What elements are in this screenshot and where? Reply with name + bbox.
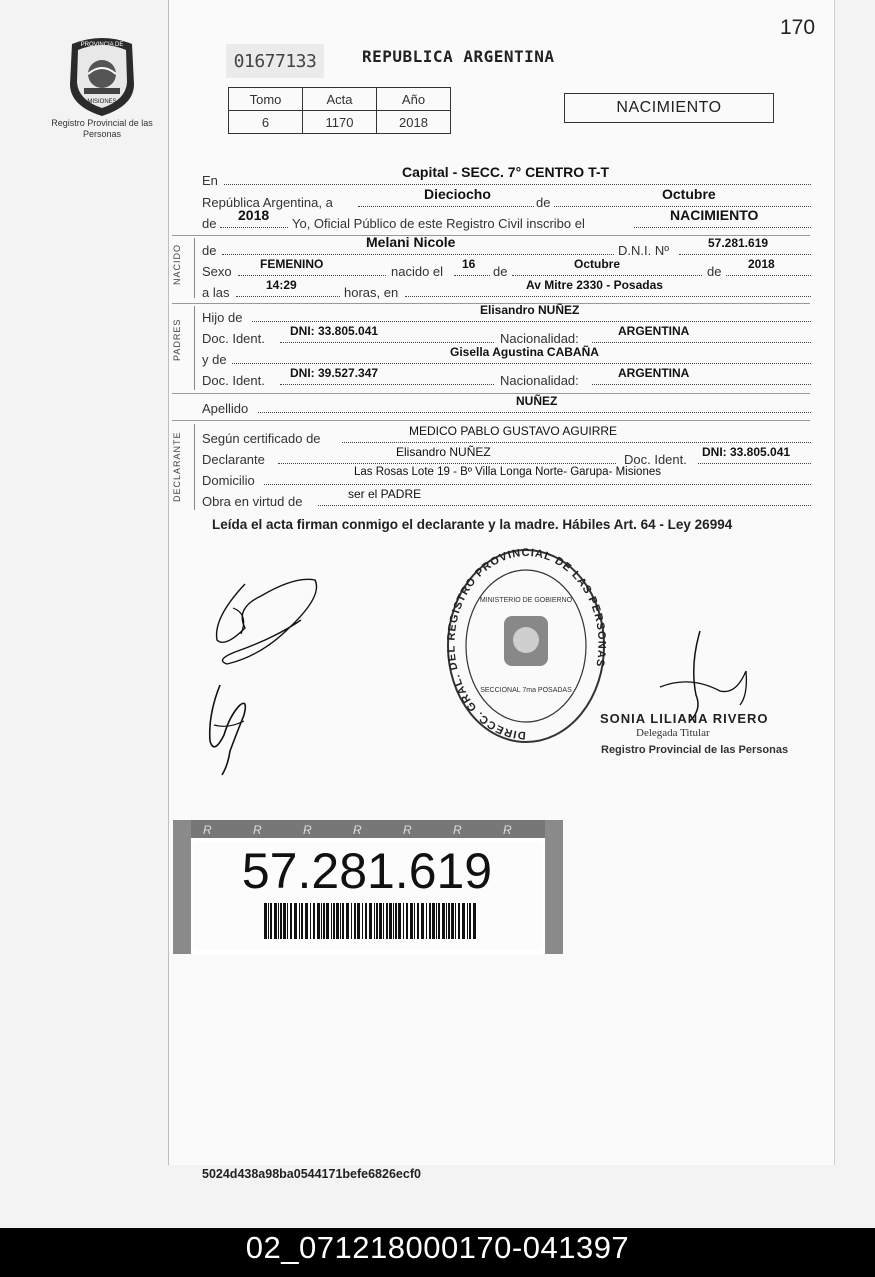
barcode-bar [436, 903, 437, 939]
svg-text:R: R [353, 823, 362, 837]
mother-doc-value: DNI: 39.527.347 [290, 366, 379, 380]
signature-declarant [205, 568, 323, 672]
barcode-bar [301, 903, 303, 939]
sex-value: FEMENINO [260, 257, 324, 271]
row-address [202, 466, 811, 490]
barcode-bar [417, 903, 419, 939]
declarant-doc-value: DNI: 33.805.041 [702, 445, 791, 459]
father-name-value: Elisandro NUÑEZ [480, 303, 580, 317]
barcode-bar [333, 903, 335, 939]
obra-label: Obra en virtud de [202, 494, 303, 509]
apellido-label: Apellido [202, 401, 249, 416]
barcode-bar [336, 903, 339, 939]
book-header-tomo: Tomo [229, 88, 303, 111]
barcode-bar [317, 903, 320, 939]
provincial-coat-of-arms-icon [64, 34, 140, 118]
birth-month-value: Octubre [574, 257, 621, 271]
barcode-bar [432, 903, 435, 939]
barcode-bar [410, 903, 413, 939]
barcode-bar [383, 903, 384, 939]
barcode-bar [287, 903, 288, 939]
barcode-bar [429, 903, 431, 939]
barcode-bar [469, 903, 471, 939]
father-nationality-value: ARGENTINA [618, 324, 690, 338]
birth-day-value: 16 [462, 257, 476, 271]
barcode-bar [299, 903, 300, 939]
barcode-bar [264, 903, 267, 939]
father-doc-value: DNI: 33.805.041 [290, 324, 379, 338]
row-inscription [202, 207, 811, 233]
svg-text:R: R [303, 823, 312, 837]
hijo-label: Hijo de [202, 310, 243, 325]
de-label: de [536, 195, 551, 210]
birth-year-value: 2018 [748, 257, 775, 271]
svg-text:R: R [453, 823, 462, 837]
barcode-bar [331, 903, 332, 939]
barcode-icon [264, 903, 476, 939]
nacionalidad-label: Nacionalidad: [500, 331, 579, 346]
barcode-bar [274, 903, 277, 939]
book-reference-table [228, 87, 451, 134]
barcode-bar [357, 903, 360, 939]
book-header-acta: Acta [303, 88, 377, 111]
barcode-bar [462, 903, 465, 939]
book-header-anio: Año [377, 88, 451, 111]
de-label-3: de [493, 264, 508, 279]
barcode-bar [321, 903, 322, 939]
country-title: REPUBLICA ARGENTINA [362, 47, 555, 66]
row-surname [202, 394, 811, 418]
registry-label: Registro Provincial de las Personas [51, 118, 153, 139]
dni-label: D.N.I. Nº [618, 243, 669, 258]
barcode-bar [369, 903, 372, 939]
barcode-bar [455, 903, 456, 939]
child-dni-value: 57.281.619 [708, 236, 769, 250]
barcode-bar [395, 903, 397, 939]
official-seal [444, 544, 608, 748]
barcode-bar [386, 903, 388, 939]
logo-text-bottom: MISIONES [87, 99, 117, 105]
signature-officer [650, 625, 760, 725]
barcode-bar [473, 903, 476, 939]
certificado-label: Según certificado de [202, 431, 321, 446]
barcode-bar [426, 903, 427, 939]
horas-label: horas, en [344, 285, 399, 300]
logo-text-top: PROVINCIA DE [80, 42, 124, 48]
barcode-bar [438, 903, 440, 939]
book-value-acta: 1170 [303, 111, 377, 134]
barcode-bar [393, 903, 394, 939]
barcode-bar [403, 903, 404, 939]
barcode-bar [280, 903, 282, 939]
barcode-bar [442, 903, 445, 939]
en-label: En [202, 173, 218, 188]
mother-nationality-value: ARGENTINA [618, 366, 690, 380]
section-label-nacido: NACIDO [172, 243, 182, 285]
barcode-bar [362, 903, 363, 939]
serial-number: 01677133 [226, 44, 324, 78]
barcode-bar [290, 903, 292, 939]
row-place [202, 164, 811, 190]
footer-code: 02_071218000170-041397 [245, 1230, 630, 1265]
dni-number-large: 57.281.619 [241, 843, 493, 899]
document-hash: 5024d438a98ba0544171befe6826ecf0 [202, 1167, 421, 1181]
republica-label: República Argentina, a [202, 195, 333, 210]
alas-label: a las [202, 285, 230, 300]
doc-label: Doc. Ident. [202, 331, 265, 346]
domicilio-label: Domicilio [202, 473, 255, 488]
barcode-bar [414, 903, 415, 939]
capacity-value: ser el PADRE [348, 487, 422, 501]
barcode-bar [467, 903, 468, 939]
row-capacity [202, 487, 811, 511]
section-label-declarante: DECLARANTE [172, 431, 182, 503]
book-value-anio: 2018 [377, 111, 451, 134]
place-value: Capital - SECC. 7° CENTRO T-T [402, 164, 610, 180]
barcode-bar [326, 903, 329, 939]
barcode-bar [270, 903, 272, 939]
barcode-bar [379, 903, 382, 939]
doc-label-2: Doc. Ident. [202, 373, 265, 388]
barcode-bar [323, 903, 325, 939]
barcode-bar [351, 903, 352, 939]
barcode-bar [421, 903, 424, 939]
seal-inner-text: MINISTERIO DE GOBIERNO [479, 597, 573, 604]
barcode-bar [448, 903, 450, 939]
de-label-2: de [202, 216, 217, 231]
yde-label: y de [202, 352, 227, 367]
section-label-padres: PADRES [172, 318, 182, 362]
barcode-bar [446, 903, 447, 939]
barcode-bar [354, 903, 356, 939]
mother-name-value: Gisella Agustina CABAÑA [450, 345, 599, 359]
surname-value: NUÑEZ [516, 394, 558, 408]
declarante-label: Declarante [202, 452, 265, 467]
barcode-bar [310, 903, 311, 939]
certificate-value: MEDICO PABLO GUSTAVO AGUIRRE [409, 424, 618, 438]
month-value: Octubre [662, 186, 716, 202]
barcode-bar [376, 903, 378, 939]
act-word-value: NACIMIENTO [670, 207, 759, 223]
officer-organization: Registro Provincial de las Personas [601, 744, 789, 756]
officer-title: Delegada Titular [636, 727, 710, 739]
year-value: 2018 [238, 207, 270, 223]
birth-time-value: 14:29 [266, 278, 297, 292]
book-value-tomo: 6 [229, 111, 303, 134]
barcode-bar [283, 903, 286, 939]
row-mother-doc [202, 366, 811, 390]
officer-name: SONIA LILIANA RIVERO [600, 711, 769, 726]
svg-text:R: R [203, 823, 212, 837]
seal-outer-text: DIRECC. GRAL. DEL REGISTRO PROVINCIAL DE LAS PERSONAS [445, 546, 608, 742]
row-time-place [202, 278, 811, 302]
closing-note: Leída el acta firman conmigo el declarante y la madre. Hábiles Art. 64 - Ley 26994 [212, 517, 733, 532]
nacido-label: nacido el [391, 264, 444, 279]
doc-label-3: Doc. Ident. [624, 452, 687, 467]
barcode-bar [346, 903, 349, 939]
barcode-bar [398, 903, 401, 939]
sexo-label: Sexo [202, 264, 232, 279]
barcode-bar [313, 903, 315, 939]
barcode-bar [374, 903, 375, 939]
svg-text:R: R [253, 823, 262, 837]
birth-place-value: Av Mitre 2330 - Posadas [526, 278, 663, 292]
address-value: Las Rosas Lote 19 - Bº Villa Longa Norte- Garupa- Misiones [354, 466, 661, 478]
act-type-box: NACIMIENTO [564, 93, 774, 123]
svg-text:R: R [503, 823, 512, 837]
barcode-bar [406, 903, 408, 939]
declarant-value: Elisandro NUÑEZ [396, 445, 491, 459]
child-name-value: Melani Nicole [366, 234, 456, 250]
signature-mother [200, 675, 260, 779]
barcode-bar [365, 903, 367, 939]
nacionalidad-label-2: Nacionalidad: [500, 373, 579, 388]
barcode-bar [342, 903, 344, 939]
inscribe-label: Yo, Oficial Público de este Registro Civil inscribo el [292, 216, 585, 231]
page-number: 170 [780, 16, 816, 39]
barcode-bar [305, 903, 308, 939]
svg-text:R: R [403, 823, 412, 837]
day-value: Dieciocho [424, 186, 491, 202]
child-de-label: de [202, 243, 217, 258]
barcode-bar [458, 903, 460, 939]
seal-bottom-text: SECCIONAL 7ma POSADAS [480, 687, 572, 694]
barcode-bar [451, 903, 454, 939]
barcode-bar [340, 903, 341, 939]
barcode-bar [294, 903, 297, 939]
barcode-bar [389, 903, 392, 939]
de-label-4: de [707, 264, 722, 279]
barcode-bar [278, 903, 279, 939]
barcode-bar [268, 903, 269, 939]
